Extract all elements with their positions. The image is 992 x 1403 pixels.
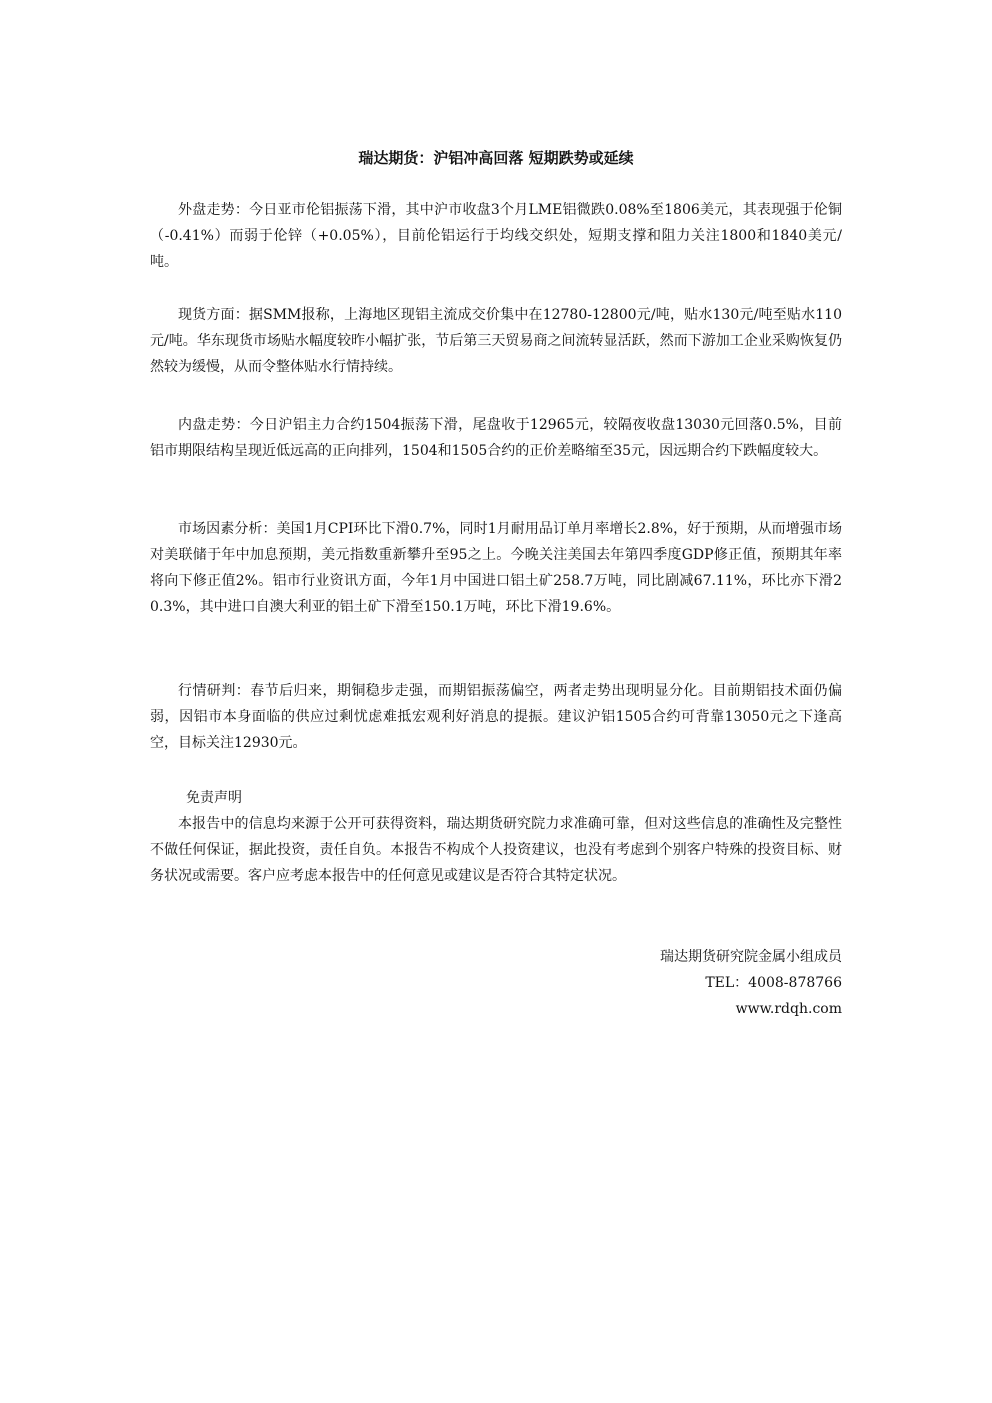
paragraph-market-factors: 市场因素分析：美国1月CPI环比下滑0.7%，同时1月耐用品订单月率增长2.8%，好于预期，从而增强市场对美联储于年中加息预期，美元指数重新攀升至95之上。今晚关注美国去年第四季度GDP修正值，预期其年率将向下修正值2%。铝市行业资讯方面，今年1月中国进口铝土矿258.7万吨，同比剧减67.11%，环比亦下滑20.3%，其中进口自澳大利亚的铝土矿下滑至150.1万吨，环比下滑19.6%。 <box>150 521 842 615</box>
signature-team: 瑞达期货研究院金属小组成员 <box>660 949 842 965</box>
signature-website: www.rdqh.com <box>735 1001 842 1017</box>
report-title: 瑞达期货：沪铝冲高回落 短期跌势或延续 <box>358 149 634 167</box>
paragraph-outlook: 行情研判：春节后归来，期铜稳步走强，而期铝振荡偏空，两者走势出现明显分化。目前期铝技术面仍偏弱，因铝市本身面临的供应过剩忧虑难抵宏观利好消息的提振。建议沪铝1505合约可背靠13050元之下逢高空，目标关注12930元。 <box>150 683 842 751</box>
paragraph-overseas-market: 外盘走势：今日亚市伦铝振荡下滑，其中沪市收盘3个月LME铝微跌0.08%至1806美元，其表现强于伦铜（-0.41%）而弱于伦锌（+0.05%），目前伦铝运行于均线交织处，短期支撑和阻力关注1800和1840美元/吨。 <box>150 202 842 270</box>
disclaimer-title: 免责声明 <box>186 790 242 806</box>
paragraph-spot-market: 现货方面：据SMM报称，上海地区现铝主流成交价集中在12780-12800元/吨，贴水130元/吨至贴水110元/吨。华东现货市场贴水幅度较昨小幅扩张，节后第三天贸易商之间流转显活跃，然而下游加工企业采购恢复仍然较为缓慢，从而令整体贴水行情持续。 <box>150 307 842 375</box>
signature-phone: TEL：4008-878766 <box>705 975 842 991</box>
paragraph-domestic-market: 内盘走势：今日沪铝主力合约1504振荡下滑，尾盘收于12965元，较隔夜收盘13030元回落0.5%，目前铝市期限结构呈现近低远高的正向排列，1504和1505合约的正价差略缩至35元，因远期合约下跌幅度较大。 <box>150 417 842 459</box>
disclaimer-body: 本报告中的信息均来源于公开可获得资料，瑞达期货研究院力求准确可靠，但对这些信息的准确性及完整性不做任何保证，据此投资，责任自负。本报告不构成个人投资建议，也没有考虑到个别客户特殊的投资目标、财务状况或需要。客户应考虑本报告中的任何意见或建议是否符合其特定状况。 <box>150 816 842 884</box>
